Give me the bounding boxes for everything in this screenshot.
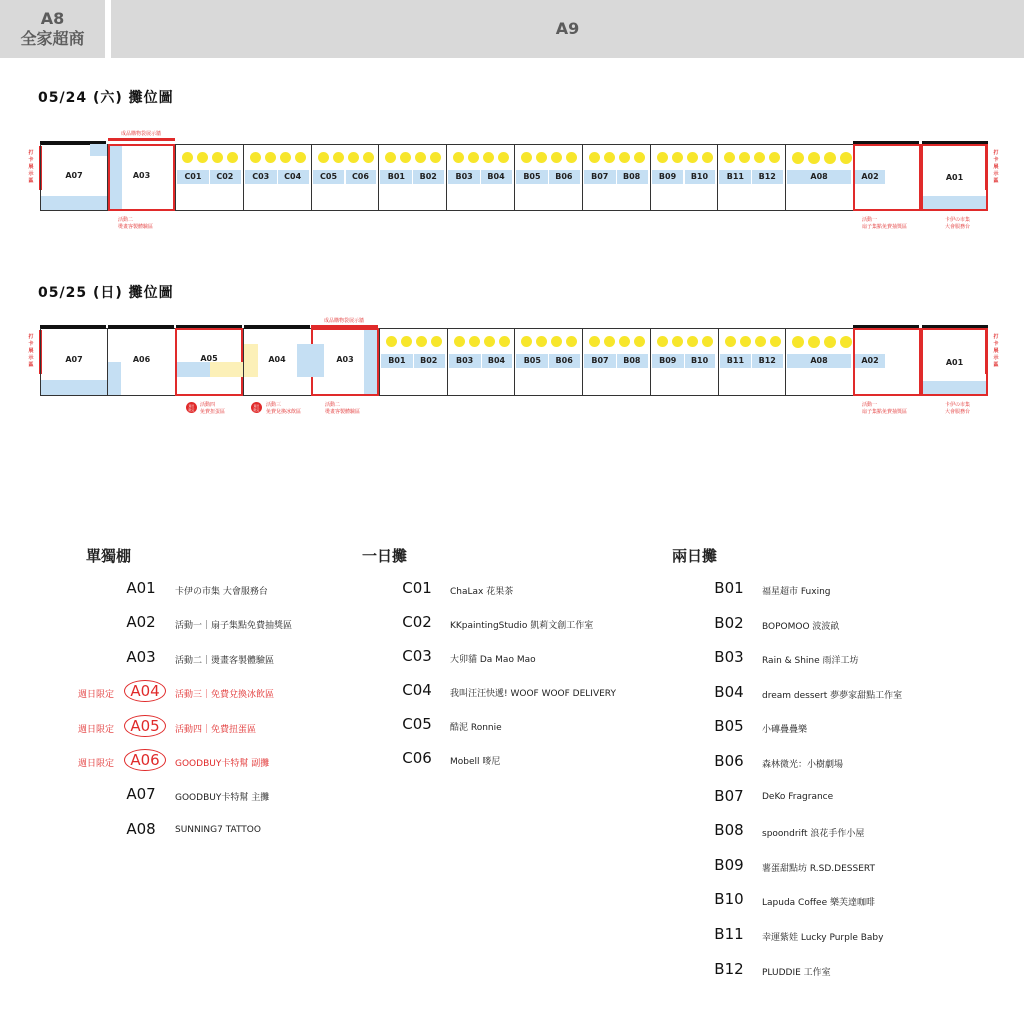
note-line: 免費扭蛋區	[200, 409, 226, 415]
legend-description: 活動三｜免費兌換冰飲區	[175, 690, 275, 701]
sat-booth-b05: B05	[523, 172, 541, 181]
seat-dot-icon	[619, 152, 630, 163]
sat-note-act1	[862, 217, 907, 231]
sun-note-act1	[862, 402, 907, 416]
sun-note-act4	[200, 402, 225, 416]
seat-dot-icon	[589, 336, 600, 347]
hall-a9-header	[111, 0, 1024, 58]
legend-description: 森林微光：小樹劇場	[762, 760, 844, 770]
sun-booth-a04: A04	[268, 355, 286, 364]
sat-booth-b04: B04	[487, 172, 505, 181]
sat-divider	[378, 144, 379, 211]
badge-line: 週日	[188, 404, 195, 408]
sun-booth-a08: A08	[810, 356, 828, 365]
sat-divider	[582, 144, 583, 211]
sun-seat-group	[386, 336, 442, 347]
seat-dot-icon	[702, 336, 713, 347]
seat-dot-icon	[521, 152, 532, 163]
sun-booth-b06: B06	[555, 356, 573, 365]
seat-dot-icon	[824, 336, 836, 348]
seat-dot-icon	[416, 336, 427, 347]
note-line: 扇子集點免費抽獎區	[862, 224, 908, 230]
legend-code: C01	[402, 579, 432, 597]
sat-a07-table	[90, 144, 107, 156]
sat-booth-c04: C04	[284, 172, 302, 181]
legend-description: SUNNING7 TATTOO	[175, 824, 261, 835]
seat-dot-icon	[840, 336, 852, 348]
seat-dot-icon	[687, 336, 698, 347]
seat-dot-icon	[634, 336, 645, 347]
sun-note-a01	[945, 402, 970, 416]
seat-dot-icon	[769, 152, 780, 163]
sunday-only-badge	[186, 402, 197, 413]
sun-note-act3	[266, 402, 301, 416]
legend-code: A07	[126, 785, 156, 804]
seat-dot-icon	[551, 336, 562, 347]
legend-code: B07	[714, 786, 744, 805]
seat-dot-icon	[454, 336, 465, 347]
sun-seat-group	[521, 336, 577, 347]
seat-dot-icon	[755, 336, 766, 347]
legend-code: A02	[126, 613, 156, 632]
seat-dot-icon	[657, 152, 668, 163]
legend-code: B04	[714, 682, 744, 701]
legend-code: B02	[714, 613, 744, 632]
legend-code: A04	[124, 680, 166, 702]
seat-dot-icon	[431, 336, 442, 347]
sun-booth-b01: B01	[388, 356, 406, 365]
hall-a8-name: 全家超商	[20, 29, 85, 48]
legend-description: 小磚疊疊樂	[762, 725, 808, 736]
seat-dot-icon	[468, 152, 479, 163]
sat-divider	[514, 144, 515, 211]
sun-booth-b03: B03	[455, 356, 474, 365]
sat-booth-b07: B07	[591, 172, 609, 181]
sat-seat-group	[724, 152, 780, 163]
sat-booth-c01: C01	[184, 172, 202, 181]
legend-code: C04	[402, 681, 432, 699]
seat-dot-icon	[657, 336, 668, 347]
sun-divider	[379, 328, 380, 396]
legend-code: B11	[714, 925, 744, 943]
sun-booth-a02: A02	[861, 356, 879, 365]
legend-description: DeKo Fragrance	[762, 791, 834, 802]
sun-seat-group	[589, 336, 645, 347]
legend-description: Rain & Shine 雨洋工坊	[762, 656, 859, 667]
sat-seat-group	[182, 152, 238, 163]
sun-divider	[514, 328, 515, 396]
sat-map-title: 05/24 (六) 攤位圖	[38, 90, 174, 106]
seat-dot-icon	[740, 336, 751, 347]
seat-dot-icon	[348, 152, 359, 163]
legend-description: BOPOMOO 波波畝	[762, 621, 840, 632]
legend-code: A06	[124, 749, 166, 771]
seat-dot-icon	[469, 336, 480, 347]
seat-dot-icon	[401, 336, 412, 347]
seat-dot-icon	[498, 152, 509, 163]
sun-booth-a06: A06	[132, 355, 151, 364]
sun-seat-group	[725, 336, 781, 347]
legend-description: GOODBUY卡特幫 副攤	[175, 759, 270, 769]
seat-dot-icon	[725, 336, 736, 347]
legend-description: 活動二｜燙畫客製體驗區	[175, 655, 275, 666]
sun-booth-b02: B02	[420, 356, 438, 365]
seat-dot-icon	[808, 152, 820, 164]
sun-divider	[447, 328, 448, 396]
note-line: 活動二	[118, 217, 134, 223]
sat-divider	[311, 144, 312, 211]
sun-booth-b09: B09	[659, 356, 677, 365]
sun-booth-a03: A03	[336, 355, 354, 364]
seat-dot-icon	[634, 152, 645, 163]
sun-divider	[718, 328, 719, 396]
legend-code: B01	[714, 579, 744, 597]
legend-heading-oneday: 一日攤	[362, 547, 408, 565]
hall-a8-code: A8	[40, 9, 65, 28]
sun-wall	[108, 325, 174, 329]
legend-code: B09	[714, 855, 744, 874]
seat-dot-icon	[604, 152, 615, 163]
legend-description: 我叫汪汪快遞! WOOF WOOF DELIVERY	[450, 689, 616, 699]
sat-right-checkin-label: 打卡展示區	[993, 150, 999, 184]
sun-booth-a07: A07	[65, 355, 83, 364]
note-line: 活動一	[862, 402, 878, 408]
legend-description: KKpaintingStudio 凱莉文創工作室	[450, 621, 594, 631]
sat-divider	[243, 144, 244, 211]
note-line: 扇子集點免費抽獎區	[862, 409, 908, 415]
sun-booth-b05: B05	[523, 356, 541, 365]
sat-seat-group	[318, 152, 374, 163]
sat-banner-bar	[108, 138, 175, 141]
sat-booth-b11: B11	[726, 172, 744, 181]
legend-code: A03	[126, 647, 156, 666]
sat-booth-b08: B08	[623, 172, 641, 181]
seat-dot-icon	[197, 152, 208, 163]
legend-code: C06	[402, 749, 432, 767]
sat-left-checkin-label: 打卡展示區	[28, 150, 34, 184]
sun-note-act2	[325, 402, 360, 416]
legend-tag-sunday-only: 週日限定	[78, 759, 115, 769]
sun-booth-b04: B04	[487, 356, 506, 365]
sun-wall	[244, 325, 310, 329]
legend-description: Lapuda Coffee 樂芙達咖啡	[762, 898, 875, 909]
legend-code: A05	[124, 715, 166, 737]
sun-seat-group	[657, 336, 713, 347]
seat-dot-icon	[483, 152, 494, 163]
sun-left-checkin-label: 打卡展示區	[28, 334, 34, 368]
legend-code: C05	[402, 715, 432, 733]
note-line: 卡伊の市集	[945, 402, 971, 408]
seat-dot-icon	[280, 152, 291, 163]
sat-a07-table	[41, 196, 107, 210]
sun-seat-group	[454, 336, 510, 347]
legend-description: ChaLax 花果茶	[450, 587, 514, 597]
legend-description: spoondrift 浪花手作小屋	[762, 829, 865, 840]
note-line: 免費兌換冰飲區	[266, 409, 302, 415]
legend-heading-twoday: 兩日攤	[672, 547, 718, 565]
legend-description: 大卯貓 Da Mao Mao	[450, 655, 536, 665]
sat-booth-c02: C02	[216, 172, 234, 181]
seat-dot-icon	[551, 152, 562, 163]
sat-booth-a03: A03	[132, 171, 151, 180]
seat-dot-icon	[430, 152, 441, 163]
seat-dot-icon	[295, 152, 306, 163]
seat-dot-icon	[499, 336, 510, 347]
sat-seat-group	[589, 152, 645, 163]
sat-booth-a01: A01	[945, 173, 964, 182]
badge-line: 週日	[253, 404, 260, 408]
legend-description: PLUDDIE 工作室	[762, 967, 831, 978]
sat-divider	[650, 144, 651, 211]
sun-booth-b11: B11	[726, 356, 745, 365]
legend-description: Mobell 嘜尼	[450, 757, 501, 767]
seat-dot-icon	[754, 152, 765, 163]
seat-dot-icon	[770, 336, 781, 347]
seat-dot-icon	[724, 152, 735, 163]
legend-description: 卡伊の市集 大會服務台	[175, 587, 268, 597]
seat-dot-icon	[415, 152, 426, 163]
sat-booth-a07: A07	[65, 171, 83, 180]
seat-dot-icon	[672, 152, 683, 163]
sun-divider	[785, 328, 786, 396]
sun-banner-label: 成品購物袋展示牆	[323, 318, 364, 324]
hall-a9-code: A9	[555, 19, 580, 38]
sat-booth-b06: B06	[555, 172, 573, 181]
note-line: 卡伊の市集	[945, 217, 971, 223]
sunday-only-badge	[251, 402, 262, 413]
sat-note-act2	[118, 217, 153, 231]
seat-dot-icon	[265, 152, 276, 163]
seat-dot-icon	[182, 152, 193, 163]
seat-dot-icon	[619, 336, 630, 347]
legend-heading-single: 單獨棚	[86, 547, 132, 565]
seat-dot-icon	[702, 152, 713, 163]
sun-seat-group	[792, 336, 852, 348]
legend-description: dream dessert 夢夢家甜點工作室	[762, 690, 903, 701]
sun-booth-a05: A05	[200, 354, 218, 363]
sun-right-checkin-label: 打卡展示區	[993, 334, 999, 368]
sat-booth-b03: B03	[455, 172, 473, 181]
seat-dot-icon	[840, 152, 852, 164]
sat-stall-row	[175, 144, 853, 211]
sat-seat-group	[250, 152, 306, 163]
legend-code: A01	[126, 579, 156, 597]
sat-booth-a02: A02	[861, 172, 879, 181]
note-line: 大會服務台	[945, 224, 971, 230]
sat-divider	[785, 144, 786, 211]
sun-booth-a01: A01	[945, 358, 964, 367]
seat-dot-icon	[792, 152, 804, 164]
seat-dot-icon	[521, 336, 532, 347]
sat-booth-c06: C06	[351, 172, 369, 181]
legend-code: B08	[714, 821, 744, 840]
sat-booth-b10: B10	[690, 172, 709, 181]
sun-booth-b07: B07	[591, 356, 609, 365]
seat-dot-icon	[824, 152, 836, 164]
note-line: 燙畫客製體驗區	[325, 409, 361, 415]
note-line: 活動二	[325, 402, 341, 408]
sat-booth-a08: A08	[810, 172, 828, 181]
sun-a01-table	[923, 381, 986, 394]
note-line: 大會服務台	[945, 409, 971, 415]
badge-line: 限定	[188, 408, 195, 412]
seat-dot-icon	[386, 336, 397, 347]
seat-dot-icon	[333, 152, 344, 163]
seat-dot-icon	[808, 336, 820, 348]
legend-code: B12	[714, 959, 744, 978]
seat-dot-icon	[536, 336, 547, 347]
sun-a07-table	[41, 380, 107, 395]
legend-code: C02	[402, 613, 432, 631]
seat-dot-icon	[604, 336, 615, 347]
seat-dot-icon	[318, 152, 329, 163]
hall-a8-header	[0, 0, 105, 58]
legend-tag-sunday-only: 週日限定	[78, 690, 115, 701]
sat-seat-group	[385, 152, 441, 163]
seat-dot-icon	[566, 336, 577, 347]
seat-dot-icon	[672, 336, 683, 347]
sun-a06-table	[108, 362, 121, 395]
sun-booth-b10: B10	[690, 356, 709, 365]
legend-description: 活動四｜免費扭蛋區	[175, 724, 257, 735]
sat-booth-b01: B01	[387, 172, 405, 181]
sat-booth-c03: C03	[252, 172, 270, 181]
sat-booth-b02: B02	[419, 172, 437, 181]
note-line: 活動一	[862, 217, 878, 223]
seat-dot-icon	[739, 152, 750, 163]
sun-stall-row	[379, 328, 853, 396]
seat-dot-icon	[589, 152, 600, 163]
legend-description: 薯蛋甜點坊 R.SD.DESSERT	[762, 863, 875, 874]
sat-divider	[175, 144, 176, 211]
legend-code: B05	[714, 717, 744, 736]
seat-dot-icon	[363, 152, 374, 163]
legend-code: A08	[126, 819, 156, 838]
legend-description: 福星超市 Fuxing	[762, 587, 831, 597]
note-line: 活動四	[200, 402, 216, 408]
sat-booth-c05: C05	[320, 172, 338, 181]
legend-code: C03	[402, 647, 432, 665]
legend-code: B06	[714, 752, 744, 770]
sat-booth-b09: B09	[658, 172, 677, 181]
sun-booth-b12: B12	[758, 356, 776, 365]
legend-description: GOODBUY卡特幫 主攤	[175, 793, 270, 804]
sun-map-title: 05/25 (日) 攤位圖	[38, 285, 174, 301]
seat-dot-icon	[250, 152, 261, 163]
legend-code: B10	[714, 890, 744, 909]
sun-wall	[40, 325, 106, 329]
sat-booth-b12: B12	[758, 172, 776, 181]
seat-dot-icon	[385, 152, 396, 163]
sat-seat-group	[453, 152, 509, 163]
sat-a01-table	[923, 196, 986, 209]
sat-seat-group	[792, 152, 852, 164]
seat-dot-icon	[687, 152, 698, 163]
legend-description: 活動一｜扇子集點免費抽獎區	[175, 621, 293, 632]
seat-dot-icon	[212, 152, 223, 163]
legend-description: 酷泥 Ronnie	[450, 723, 502, 733]
sun-booth-b08: B08	[623, 356, 641, 365]
seat-dot-icon	[536, 152, 547, 163]
legend-tag-sunday-only: 週日限定	[78, 724, 115, 735]
seat-dot-icon	[453, 152, 464, 163]
sat-banner-label: 成品購物袋展示牆	[120, 131, 161, 137]
seat-dot-icon	[792, 336, 804, 348]
seat-dot-icon	[227, 152, 238, 163]
sun-divider	[582, 328, 583, 396]
sat-seat-group	[521, 152, 577, 163]
badge-line: 限定	[253, 408, 260, 412]
seat-dot-icon	[484, 336, 495, 347]
note-line: 燙畫客製體驗區	[118, 224, 154, 230]
sun-divider	[650, 328, 651, 396]
note-line: 活動三	[266, 402, 282, 408]
sat-seat-group	[657, 152, 713, 163]
sat-note-a01	[945, 217, 970, 231]
seat-dot-icon	[566, 152, 577, 163]
legend-description: 幸運紫娃 Lucky Purple Baby	[762, 933, 884, 943]
sat-divider	[717, 144, 718, 211]
seat-dot-icon	[400, 152, 411, 163]
sat-divider	[446, 144, 447, 211]
legend-code: B03	[714, 648, 744, 667]
